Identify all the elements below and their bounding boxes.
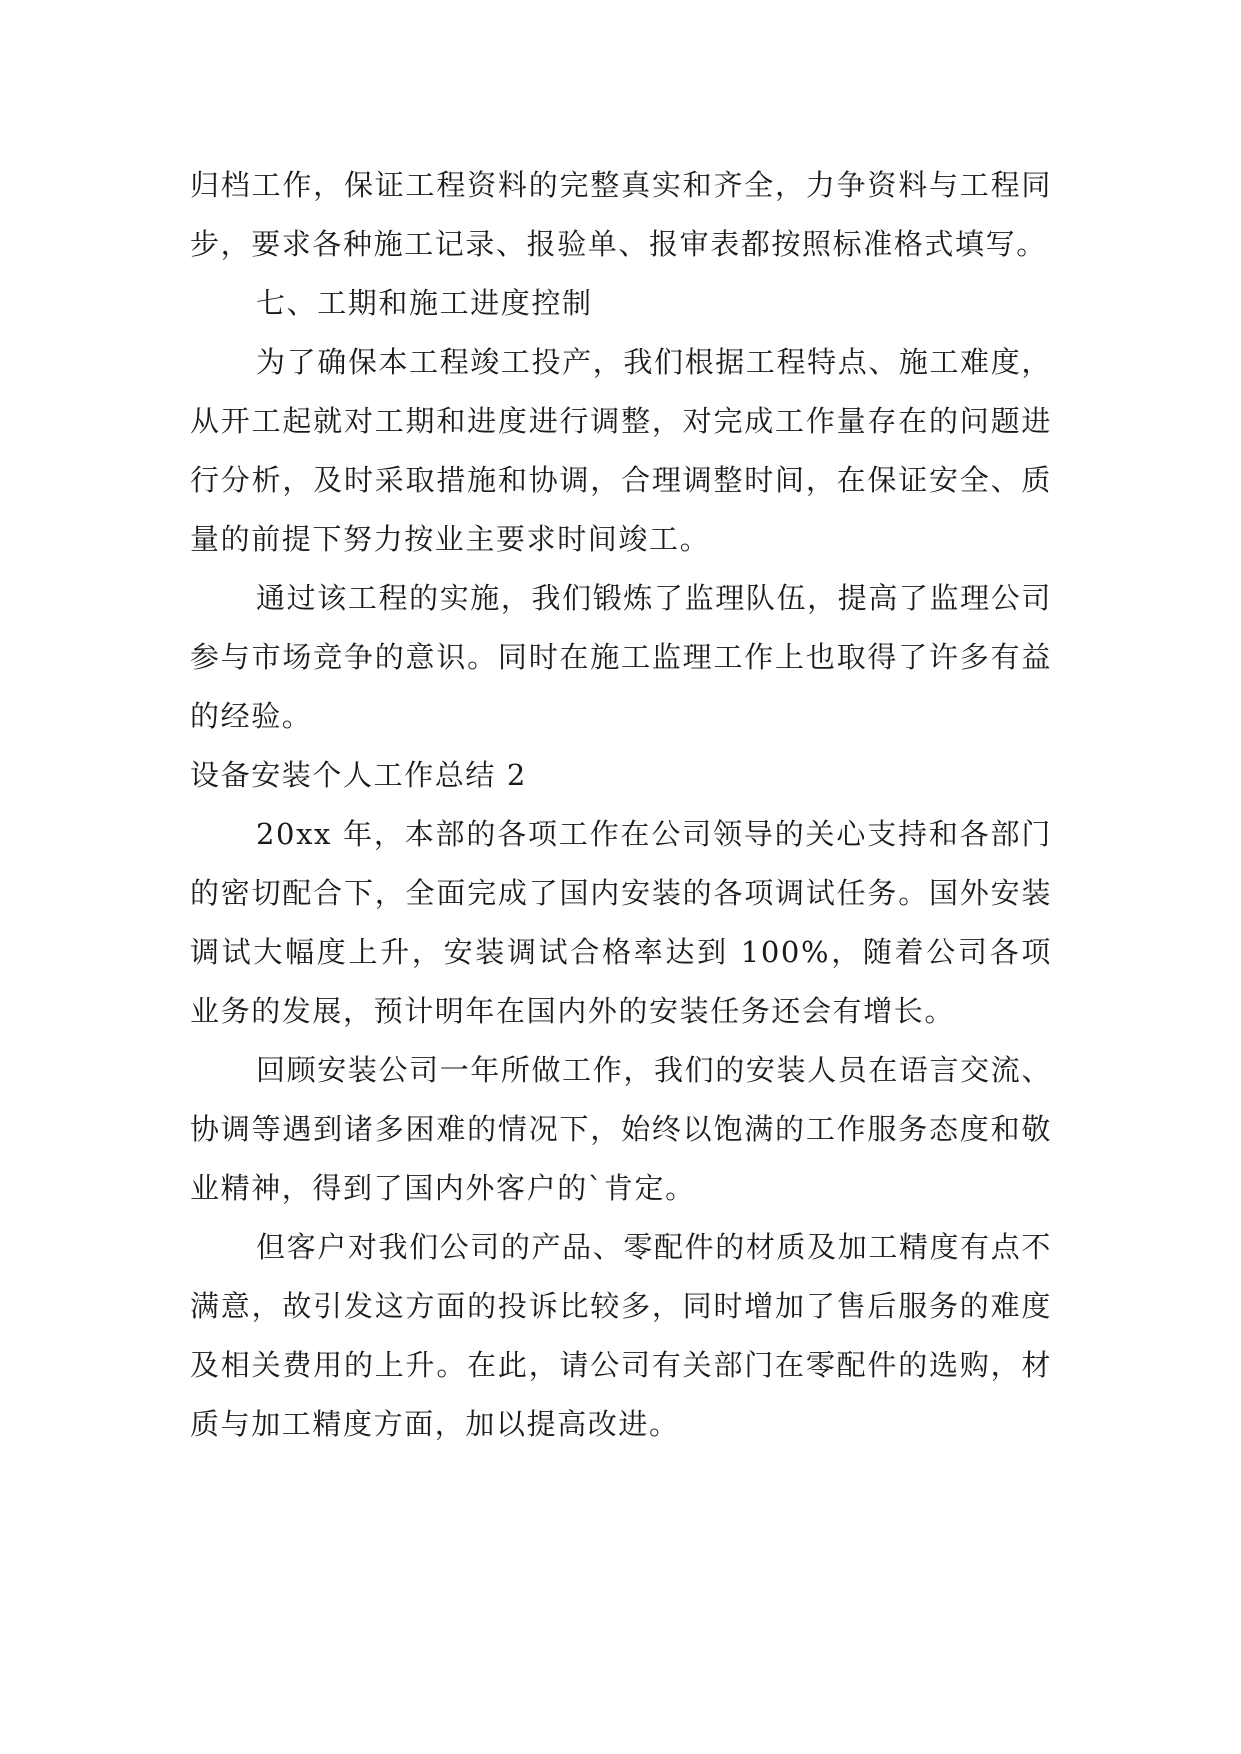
paragraph-schedule: 为了确保本工程竣工投产，我们根据工程特点、施工难度，从开工起就对工期和进度进行调整，对完成工作量存在的问题进行分析，及时采取措施和协调，合理调整时间，在保证安全、质量的前提下努力按业主要求时间竣工。 xyxy=(190,345,1052,556)
paragraph-experience: 通过该工程的实施，我们锻炼了监理队伍，提高了监理公司参与市场竞争的意识。同时在施工监理工作上也取得了许多有益的经验。 xyxy=(190,581,1052,733)
section-heading-schedule-control: 七、工期和施工进度控制 xyxy=(256,286,593,320)
paragraph-review: 回顾安装公司一年所做工作，我们的安装人员在语言交流、协调等遇到诸多困难的情况下，始终以饱满的工作服务态度和敬业精神，得到了国内外客户的`肯定。 xyxy=(190,1053,1052,1205)
paragraph-archive-continuation: 归档工作，保证工程资料的完整真实和齐全，力争资料与工程同步，要求各种施工记录、报验单、报审表都按照标准格式填写。 xyxy=(190,168,1052,261)
paragraph-customer-feedback: 但客户对我们公司的产品、零配件的材质及加工精度有点不满意，故引发这方面的投诉比较多，同时增加了售后服务的难度及相关费用的上升。在此，请公司有关部门在零配件的选购，材质与加工精度方面，加以提高改进。 xyxy=(190,1230,1052,1441)
document-body xyxy=(190,156,1052,1454)
document-title-summary-2: 设备安装个人工作总结 2 xyxy=(190,758,527,792)
paragraph-annual-work: 20xx 年，本部的各项工作在公司领导的关心支持和各部门的密切配合下，全面完成了国内安装的各项调试任务。国外安装调试大幅度上升，安装调试合格率达到 100%，随着公司各项业务的发展，预计明年在国内外的安装任务还会有增长。 xyxy=(190,817,1052,1028)
